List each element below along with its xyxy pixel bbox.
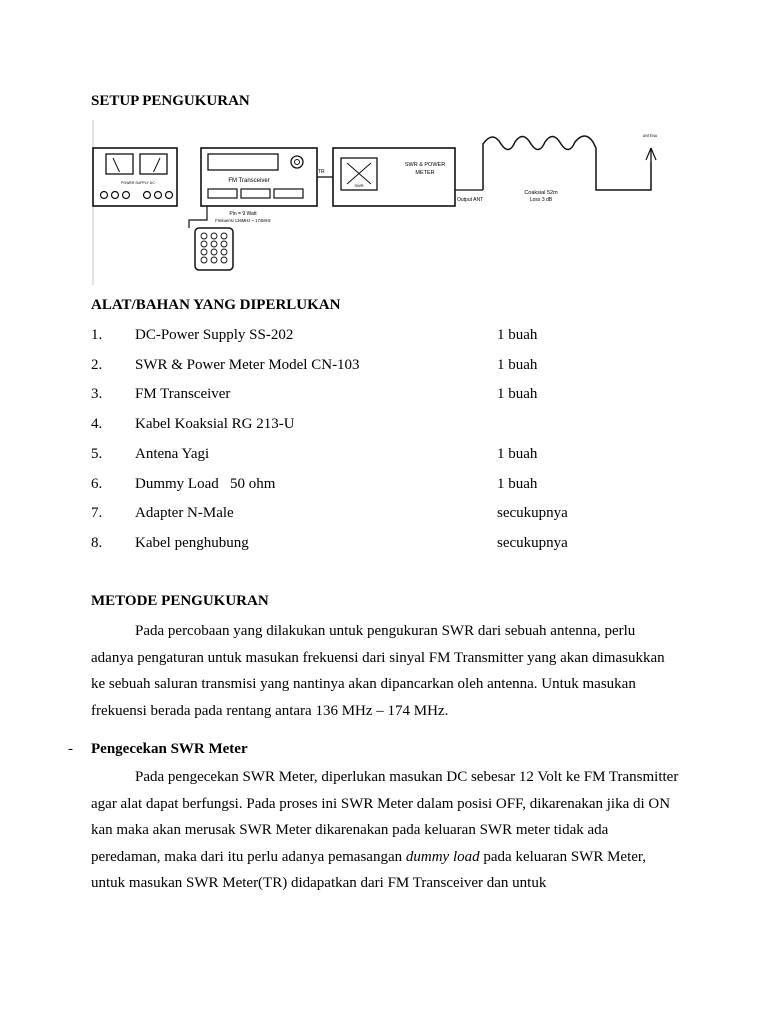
tool-item-qty: 1 buah bbox=[497, 327, 538, 343]
tool-item bbox=[91, 476, 691, 496]
tool-item-num: 6. bbox=[91, 475, 103, 492]
coax-label: Coaksial 52m bbox=[524, 190, 558, 196]
tools-heading: ALAT/BAHAN YANG DIPERLUKAN bbox=[91, 297, 341, 313]
tool-item-qty: 1 buah bbox=[497, 356, 538, 373]
tool-item-num: 7. bbox=[91, 505, 103, 522]
tool-item-num: 4. bbox=[91, 416, 103, 433]
power-supply-unit bbox=[93, 148, 177, 206]
tool-item-name: SWR & Power Meter Model CN-103 bbox=[135, 356, 360, 373]
tool-item-qty: 1 buah bbox=[497, 445, 538, 462]
antenna-label: ANTENA bbox=[642, 134, 658, 138]
method-heading: METODE PENGUKURAN bbox=[91, 593, 269, 609]
swr-check-paragraph bbox=[91, 764, 681, 897]
loss-label: Loss 3 dB bbox=[529, 197, 553, 203]
tool-item-name: Antena Yagi bbox=[135, 445, 210, 462]
setup-heading: SETUP PENGUKURAN bbox=[91, 93, 250, 109]
tool-item-name: DC-Power Supply SS-202 bbox=[135, 327, 294, 343]
method-paragraph bbox=[91, 618, 681, 724]
tool-item-name: Adapter N-Male bbox=[135, 505, 234, 522]
keypad-unit bbox=[195, 228, 233, 270]
output-ant-label: Output ANT bbox=[457, 197, 484, 203]
swr-label: SWR bbox=[354, 183, 364, 188]
coax-coil bbox=[483, 136, 651, 190]
tool-item bbox=[91, 416, 691, 436]
tool-item-num: 5. bbox=[91, 445, 103, 462]
pin-label: Pin = 9 Watt bbox=[229, 211, 257, 217]
setup-diagram bbox=[91, 120, 691, 290]
tool-item-num: 1. bbox=[91, 327, 103, 343]
swr-meter-label-1: SWR & POWER bbox=[404, 162, 446, 168]
dummy-load-italic: dummy load bbox=[405, 848, 480, 865]
tool-item bbox=[91, 446, 691, 466]
fm-transceiver-unit bbox=[201, 148, 317, 223]
tr-label: TR bbox=[318, 169, 325, 175]
tool-item-qty: secukupnya bbox=[497, 534, 568, 551]
tool-item-name: Kabel Koaksial RG 213-U bbox=[135, 416, 295, 433]
method-text: Pada percobaan yang dilakukan untuk pengukuran SWR dari sebuah antenna, perlu adanya pengaturan untuk masukan frekuensi dari sinyal FM Transmitter yang akan dimasukkan ke sebuah saluran transmisi yang nantinya akan dipancarkan oleh antenna. Untuk masukan frekuensi berada pada rentang antara 136 MHz – 174 MHz. bbox=[91, 623, 665, 719]
tool-item bbox=[91, 505, 691, 525]
tool-item-name: Dummy Load 50 ohm bbox=[135, 475, 276, 492]
tool-item bbox=[91, 327, 691, 347]
swr-check-text: Pada pengecekan SWR Meter, diperlukan masukan DC sebesar 12 Volt ke FM Transmitter agar alat dapat berfungsi. Pada proses ini SWR Meter dalam posisi OFF, dikarenakan jika di ON kan maka akan merusak SWR Meter dikarenakan pada keluaran SWR meter tidak ada peredaman, maka dari itu perlu adanya pemasangan bbox=[91, 769, 679, 865]
tool-item bbox=[91, 386, 691, 406]
tool-item-num: 2. bbox=[91, 356, 103, 373]
antenna-icon bbox=[643, 134, 658, 162]
tool-item-qty: secukupnya bbox=[497, 505, 568, 522]
tool-item bbox=[91, 535, 691, 555]
tool-item-qty: 1 buah bbox=[497, 386, 538, 403]
tool-item-qty: 1 buah bbox=[497, 475, 538, 492]
power-supply-label: POWER SUPPLY DC bbox=[121, 181, 155, 185]
fm-transceiver-label: FM Transceiver bbox=[228, 178, 270, 184]
swr-check-text-end: pada keluaran SWR Meter, untuk masukan SWR Meter(TR) didapatkan dari FM Transceiver dan untuk bbox=[91, 848, 647, 891]
tool-item-num: 8. bbox=[91, 534, 103, 551]
freq-label: Frekuensi 136MHz ~ 174MHz bbox=[215, 218, 271, 223]
tool-item-name: Kabel penghubung bbox=[135, 534, 249, 551]
tool-item-name: FM Transceiver bbox=[135, 386, 231, 403]
swr-meter-unit bbox=[333, 148, 455, 206]
swr-meter-label-2: METER bbox=[415, 170, 435, 176]
swr-check-heading: Pengecekan SWR Meter bbox=[91, 741, 248, 757]
bullet-dash: - bbox=[68, 741, 73, 757]
tool-item-num: 3. bbox=[91, 386, 103, 403]
tool-item bbox=[91, 357, 691, 377]
